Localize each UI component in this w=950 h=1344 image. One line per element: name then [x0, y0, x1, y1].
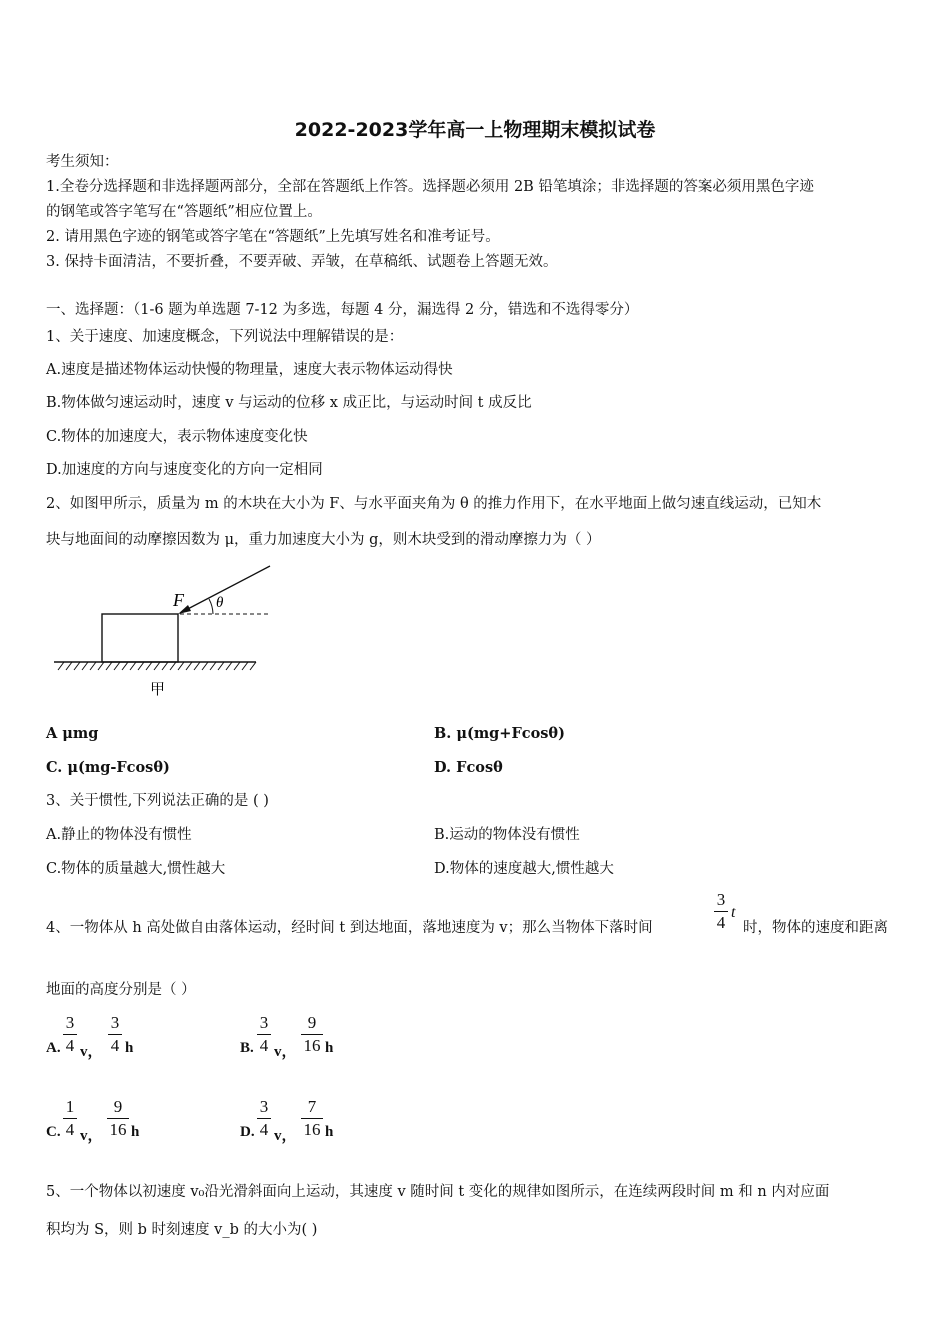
q4-option-a-unit-2: h — [125, 1040, 134, 1056]
q4-time-variable: t — [731, 904, 736, 921]
fraction-bar — [301, 1118, 323, 1119]
q2-figure — [50, 560, 280, 700]
denominator: 4 — [259, 1036, 269, 1055]
q4-option-d-unit-2: h — [325, 1124, 334, 1140]
numerator: 7 — [307, 1097, 317, 1116]
q1-option-c: C.物体的加速度大，表示物体速度变化快 — [46, 429, 308, 445]
denominator: 4 — [65, 1036, 75, 1055]
q4-option-b-fraction-1 — [257, 1013, 271, 1056]
ground-hatching — [54, 662, 256, 670]
notice-line-3: 3. 保持卡面清洁，不要折叠，不要弄破、弄皱，在草稿纸、试题卷上答题无效。 — [46, 254, 558, 270]
q3-option-b: B.运动的物体没有惯性 — [434, 827, 580, 843]
fraction-bar — [63, 1118, 77, 1119]
q4-option-c-fraction-2 — [107, 1097, 129, 1140]
q4-option-c-unit-2: h — [131, 1124, 140, 1140]
q2-stem-line-1: 2、如图甲所示，质量为 m 的木块在大小为 F、与水平面夹角为 θ 的推力作用下，在水平地面上做匀速直线运动，已知木 — [46, 496, 822, 512]
notice-heading: 考生须知： — [46, 154, 119, 170]
q4-option-d-unit-1: v， — [274, 1128, 297, 1144]
q5-stem-line-2: 积均为 S，则 b 时刻速度 v_b 的大小为( ) — [46, 1222, 318, 1238]
q4-option-a-label: A. — [46, 1040, 61, 1056]
denominator: 4 — [65, 1120, 75, 1139]
q4-option-b-unit-1: v， — [274, 1044, 297, 1060]
q2-option-d: D. Fcosθ — [434, 759, 503, 776]
q3-option-d: D.物体的速度越大,惯性越大 — [434, 861, 614, 877]
q4-option-b-label: B. — [240, 1040, 254, 1056]
q2-option-b: B. μ(mg+Fcosθ) — [434, 725, 565, 742]
denominator: 4 — [110, 1036, 120, 1055]
q3-stem: 3、关于惯性,下列说法正确的是 ( ) — [46, 793, 269, 809]
q4-option-b-unit-2: h — [325, 1040, 334, 1056]
q4-option-a-fraction-1 — [63, 1013, 77, 1056]
numerator: 3 — [259, 1097, 269, 1116]
denominator: 16 — [109, 1120, 127, 1139]
q4-option-d-fraction-1 — [257, 1097, 271, 1140]
q4-option-c-unit-1: v， — [80, 1128, 103, 1144]
force-arrow-line — [182, 566, 270, 612]
q4-time-fraction — [714, 890, 728, 933]
q4-option-d-label: D. — [240, 1124, 255, 1140]
denominator: 16 — [303, 1120, 321, 1139]
numerator: 9 — [113, 1097, 123, 1116]
q2-option-c: C. μ(mg-Fcosθ) — [46, 759, 170, 776]
fraction-bar — [257, 1118, 271, 1119]
notice-line-1b: 的钢笔或答字笔写在“答题纸”相应位置上。 — [46, 204, 322, 220]
fraction-bar — [108, 1034, 122, 1035]
q4-stem-line-1a: 4、一物体从 h 高处做自由落体运动，经时间 t 到达地面，落地速度为 v；那么当物体下落时间 — [46, 920, 653, 936]
q4-stem-line-2: 地面的高度分别是（ ） — [46, 982, 196, 998]
force-label: F — [173, 590, 184, 610]
q1-stem: 1、关于速度、加速度概念，下列说法中理解错误的是： — [46, 329, 404, 345]
numerator: 3 — [65, 1013, 75, 1032]
figure-caption: 甲 — [150, 680, 166, 698]
notice-line-2: 2. 请用黑色字迹的钢笔或答字笔在“答题纸”上先填写姓名和准考证号。 — [46, 229, 500, 245]
block — [102, 614, 178, 662]
section-heading: 一、选择题：（1-6 题为单选题 7-12 为多选，每题 4 分，漏选得 2 分，错选和不选得零分） — [46, 302, 639, 318]
fraction-bar — [257, 1034, 271, 1035]
q1-option-d: D.加速度的方向与速度变化的方向一定相同 — [46, 462, 323, 478]
denominator: 4 — [259, 1120, 269, 1139]
fraction-denominator: 4 — [716, 913, 726, 932]
fraction-bar — [107, 1118, 129, 1119]
numerator: 3 — [259, 1013, 269, 1032]
q1-option-b: B.物体做匀速运动时，速度 v 与运动的位移 x 成正比，与运动时间 t 成反比 — [46, 395, 532, 411]
q5-stem-line-1: 5、一个物体以初速度 v₀沿光滑斜面向上运动，其速度 v 随时间 t 变化的规律如图所示，在连续两段时间 m 和 n 内对应面 — [46, 1184, 830, 1200]
q2-option-a: A μmg — [46, 725, 99, 742]
q4-option-a-unit-1: v， — [80, 1044, 103, 1060]
numerator: 9 — [307, 1013, 317, 1032]
angle-label: θ — [216, 595, 224, 611]
numerator: 3 — [110, 1013, 120, 1032]
fraction-bar — [714, 911, 728, 912]
page-title: 2022-2023学年高一上物理期末模拟试卷 — [294, 119, 656, 141]
q3-option-a: A.静止的物体没有惯性 — [46, 827, 192, 843]
q4-stem-line-1b: 时，物体的速度和距离 — [743, 920, 888, 936]
fraction-bar — [301, 1034, 323, 1035]
q4-option-b-fraction-2 — [301, 1013, 323, 1056]
q3-option-c: C.物体的质量越大,惯性越大 — [46, 861, 226, 877]
fraction-numerator: 3 — [716, 890, 726, 909]
angle-arc — [209, 599, 213, 614]
q4-option-c-fraction-1 — [63, 1097, 77, 1140]
notice-line-1a: 1.全卷分选择题和非选择题两部分，全部在答题纸上作答。选择题必须用 2B 铅笔填涂；非选择题的答案必须用黑色字迹 — [46, 179, 814, 195]
numerator: 1 — [65, 1097, 75, 1116]
q4-option-d-fraction-2 — [301, 1097, 323, 1140]
q2-stem-line-2: 块与地面间的动摩擦因数为 μ，重力加速度大小为 g，则木块受到的滑动摩擦力为（ ） — [46, 532, 601, 548]
q4-option-a-fraction-2 — [108, 1013, 122, 1056]
q1-option-a: A.速度是描述物体运动快慢的物理量，速度大表示物体运动得快 — [46, 362, 453, 378]
denominator: 16 — [303, 1036, 321, 1055]
fraction-bar — [63, 1034, 77, 1035]
q4-option-c-label: C. — [46, 1124, 61, 1140]
